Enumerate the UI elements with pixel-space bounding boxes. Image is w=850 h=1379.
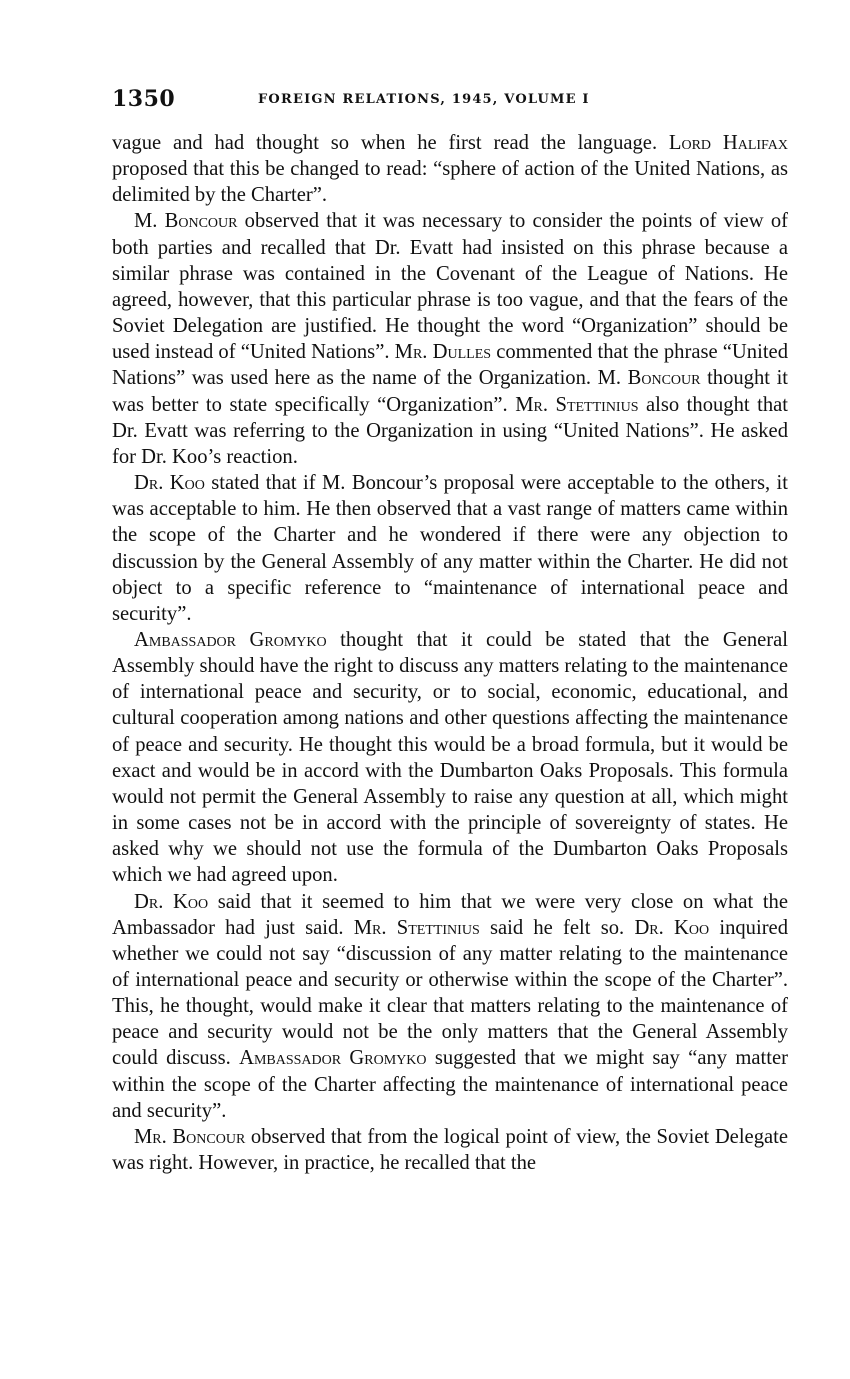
running-title: FOREIGN RELATIONS, 1945, VOLUME I (258, 92, 590, 107)
text-run: stated that if M. Boncour’s proposal were acceptable to the others, it was acceptable to him. He then observed that a vast range of matters came within the scope of the Charter and he wondered if there were any objection to discussion by the General Assembly of any matter within the Charter. He did not object to a specific reference to “maintenance of international peace and security”. (112, 472, 788, 625)
speaker-name: Mr. Stettinius (515, 393, 639, 416)
running-header (112, 86, 788, 114)
paragraph (112, 889, 788, 1124)
speaker-name: Boncour (164, 210, 238, 233)
body-text (112, 130, 788, 1176)
speaker-name: Mr. Boncour (134, 1125, 246, 1148)
text-run: said that it seemed to him that we were very close on what the Ambassador had just said. (112, 890, 788, 939)
paragraph-continued (112, 130, 788, 208)
speaker-name: Dr. Koo (134, 472, 205, 495)
text-run: observed that from the logical point of view, the Soviet Delegate was right. However, in practice, he recalled that the (112, 1125, 788, 1175)
speaker-name: Mr. Stettinius (353, 916, 480, 939)
text-run: M. (134, 210, 165, 233)
text-run: inquired whether we could not say “discussion of any matter relating to the maintenance of international peace and security or otherwise within the scope of the Charter”. This, he thought, would make it clear that matters relating to the maintenance of peace and security would not be the only matters that the General Assembly could discuss. (112, 916, 788, 1070)
text-run: also thought that Dr. Evatt was referring to the Organization in using “United Nations”. He asked for Dr. Koo’s reaction. (112, 393, 788, 468)
speaker-name: Lord Halifax (668, 132, 789, 154)
speaker-name: Dr. Koo (134, 890, 209, 913)
paragraph (112, 208, 788, 470)
text-run: thought that it could be stated that the General Assembly should have the right to discuss any matters relating to the maintenance of international peace and security, or to social, economic, educational, and cultural cooperation among nations and other questions affecting the maintenance of peace and security. He thought this would be a broad formula, but it would be exact and would be in accord with the Dumbarton Oaks Proposals. This formula would not permit the General Assembly to raise any question at all, which might in some cases not be in accord with the principle of sovereignty of states. He asked why we should not use the formula of the Dumbarton Oaks Proposals which we had agreed upon. (112, 628, 789, 887)
text-run: observed that it was necessary to consider the points of view of both parties and recalled that Dr. Evatt had insisted on this phrase because a similar phrase was contained in the Covenant of the League of Nations. He agreed, however, that this particular phrase is too vague, and that the fears of the Soviet Delegation are justified. He thought the word “Organization” should be used instead of “United Nations”. (112, 210, 788, 364)
paragraph (112, 1124, 788, 1176)
speaker-name: Ambassador Gromyko (134, 628, 327, 651)
paragraph (112, 627, 788, 889)
speaker-name: Dr. Koo (634, 916, 710, 939)
paragraph (112, 470, 788, 627)
text-run: thought it was better to state specifically “Organization”. (112, 367, 789, 416)
text-run: suggested that we might say “any matter within the scope of the Charter affecting the maintenance of international peace and security”. (112, 1047, 788, 1122)
text-run: proposed that this be changed to read: “sphere of action of the United Nations, as delimited by the Charter”. (112, 158, 788, 207)
speaker-name: Mr. Dulles (394, 341, 492, 364)
speaker-name: Ambassador Gromyko (239, 1047, 427, 1070)
speaker-name: Boncour (627, 367, 701, 390)
document-page (112, 86, 788, 1176)
page-number: 1350 (112, 86, 176, 112)
text-run: vague and had thought so when he first read the language. (112, 132, 669, 154)
text-run: commented that the phrase “United Nations” was used here as the name of the Organization. M. (112, 341, 788, 390)
text-run: said he felt so. (479, 916, 635, 939)
